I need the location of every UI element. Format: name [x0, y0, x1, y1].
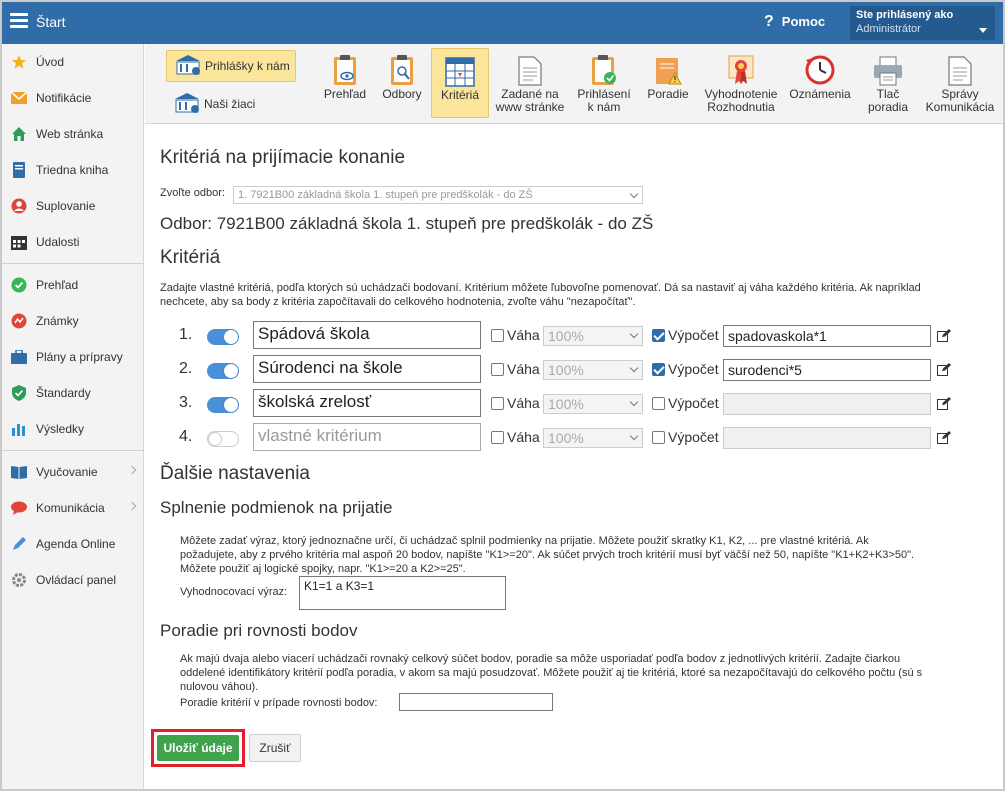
certificate-icon [727, 52, 755, 86]
criterion-name-input[interactable]: školská zrelosť [253, 389, 481, 417]
sidebar-item-prehlad[interactable] [2, 267, 143, 303]
home-icon [10, 125, 28, 143]
sidebar-item-label: Prehľad [36, 278, 79, 292]
tab-prihlaseni-k-nam[interactable] [573, 48, 635, 118]
tab-label: Zadané na [501, 87, 559, 101]
chevron-down-icon [979, 28, 987, 33]
vaha-select-value: 100% [548, 396, 584, 412]
sidebar-divider [2, 450, 143, 451]
tab-label: Správy [941, 87, 979, 101]
tie-order-description-line: nulovou váhou). [180, 681, 259, 693]
chevron-right-icon [128, 466, 136, 474]
edit-icon[interactable] [937, 363, 951, 379]
tie-order-description-line: Ak majú dvaja alebo viacerí uchádzači rovnaký celkový súčet bodov, poradie sa môže usporiadať podľa bodov z jednotlivých kritérií. Zadajte čiarkou [180, 653, 901, 665]
edit-icon[interactable] [937, 329, 951, 345]
clipboard-check-icon [590, 52, 618, 86]
criterion-row [145, 389, 1003, 419]
chevron-down-icon [630, 330, 638, 338]
tab-label: Kritériá [440, 88, 479, 102]
vypocet-checkbox[interactable] [652, 329, 665, 342]
sidebar-item-label: Triedna kniha [36, 163, 109, 177]
vaha-checkbox[interactable] [491, 431, 504, 444]
sidebar-item-ovladaci-panel[interactable] [2, 562, 143, 598]
vypocet-checkbox[interactable] [652, 431, 665, 444]
tab-label-line2: Rozhodnutia [707, 100, 775, 114]
chevron-down-icon [630, 398, 638, 406]
app-title[interactable]: Štart [36, 14, 66, 30]
document-icon [518, 52, 542, 86]
sidebar-item-komunikacia[interactable] [2, 490, 143, 526]
tie-order-label: Poradie kritérií v prípade rovnosti bodov: [180, 697, 378, 709]
school-icon [175, 54, 201, 79]
sidebar-item-udalosti[interactable] [2, 224, 143, 260]
vypocet-label: Výpočet [668, 395, 719, 411]
sidebar-item-label: Komunikácia [36, 501, 105, 515]
chevron-down-icon [630, 190, 638, 198]
clipboard-eye-icon [332, 52, 358, 86]
tab-label: Vyhodnotenie [704, 87, 778, 101]
tab-oznamenia[interactable] [787, 48, 853, 118]
bar-chart-icon [10, 420, 28, 438]
criterion-toggle[interactable] [207, 363, 239, 379]
edit-icon[interactable] [937, 397, 951, 413]
criterion-number: 2. [179, 360, 193, 377]
grades-icon [10, 312, 28, 330]
vypocet-checkbox[interactable] [652, 363, 665, 376]
criterion-row [145, 355, 1003, 385]
gear-icon [10, 571, 28, 589]
sidebar-item-vysledky[interactable] [2, 411, 143, 447]
calendar-icon [10, 233, 28, 251]
tie-order-heading: Poradie pri rovnosti bodov [160, 621, 358, 640]
criteria-description [160, 281, 998, 309]
criterion-number: 4. [179, 428, 193, 445]
save-button-highlight [151, 729, 245, 767]
sidebar-item-label: Notifikácie [36, 91, 92, 105]
printer-icon [873, 52, 903, 86]
eval-label: Vyhodnocovací výraz: [180, 586, 288, 598]
vaha-label: Váha [507, 361, 540, 377]
vypocet-input[interactable] [723, 393, 931, 415]
tab-odbory[interactable] [377, 48, 427, 118]
sidebar-item-web-stranka[interactable] [2, 116, 143, 152]
conditions-description [180, 534, 998, 576]
page-title: Kritériá na prijímacie konanie [160, 147, 406, 168]
criterion-name-input[interactable]: vlastné kritérium [253, 423, 481, 451]
vaha-select-value: 100% [548, 430, 584, 446]
conditions-description-line: Môžete zadať výraz, ktorý jednoznačne určí, či uchádzač splnil podmienky na prijatie. Môžete použiť skratky K1, K2, ... pre vlastné kritériá. Ak [180, 535, 869, 547]
criteria-heading: Kritériá [160, 247, 221, 268]
sidebar-item-triedna-kniha[interactable] [2, 152, 143, 188]
user-caption: Ste prihlásený ako [856, 9, 954, 21]
vaha-checkbox[interactable] [491, 397, 504, 410]
criterion-row [145, 321, 1003, 351]
check-circle-icon [10, 276, 28, 294]
envelope-icon [10, 89, 28, 107]
question-icon: ? [764, 13, 774, 30]
chevron-down-icon [630, 364, 638, 372]
vaha-label: Váha [507, 395, 540, 411]
pen-icon [10, 535, 28, 553]
tab-label-line2: Komunikácia [925, 100, 995, 114]
sidebar-item-znamky[interactable] [2, 303, 143, 339]
prihlasky-label: Prihlášky k nám [205, 59, 290, 73]
tab-label: Tlač [876, 87, 900, 101]
sidebar-item-standardy[interactable] [2, 375, 143, 411]
nasi-ziaci-button[interactable] [166, 88, 296, 120]
save-button[interactable]: Uložiť údaje [157, 735, 239, 761]
tab-label-line2: www stránke [495, 100, 565, 114]
conditions-heading: Splnenie podmienok na prijatie [160, 498, 393, 517]
criterion-toggle[interactable] [207, 431, 239, 447]
vypocet-label: Výpočet [668, 429, 719, 445]
criterion-toggle[interactable] [207, 329, 239, 345]
odbor-label: Zvoľte odbor: [160, 187, 225, 199]
odbor-select-value: 1. 7921B00 základná škola 1. stupeň pre predškolák - do ZŠ [238, 189, 533, 201]
vypocet-input[interactable]: spadovaskola*1 [723, 325, 931, 347]
vypocet-label: Výpočet [668, 361, 719, 377]
star-icon [10, 53, 28, 71]
sidebar-item-label: Agenda Online [36, 537, 116, 551]
school-icon [174, 92, 200, 117]
book-icon [10, 161, 28, 179]
vaha-checkbox[interactable] [491, 329, 504, 342]
tab-label: Odbory [382, 87, 422, 101]
tab-vyhodnotenie[interactable] [701, 48, 781, 118]
criterion-row [145, 423, 1003, 453]
tie-order-input[interactable] [399, 693, 553, 711]
criteria-description-line: nechcete, aby sa body z kritéria započítavali do celkového hodnotenia, zvoľte váhu "nezapočítať". [160, 296, 636, 308]
criterion-number: 3. [179, 394, 193, 411]
vaha-select[interactable] [543, 394, 643, 414]
sidebar-item-label: Web stránka [36, 127, 104, 141]
chevron-down-icon [630, 432, 638, 440]
vaha-checkbox[interactable] [491, 363, 504, 376]
conditions-description-line: požadujete, aby z prvého kritéria mal aspoň 20 bodov, napíšte "K1>=20". Ak súčet prvých troch kritérií musí byť väčší než 50, napíšte "K1+K2+K3>50". [180, 549, 915, 561]
tab-prehlad[interactable] [317, 48, 373, 118]
vaha-label: Váha [507, 429, 540, 445]
sidebar-divider [2, 263, 143, 264]
sidebar [2, 44, 144, 791]
tie-order-description [180, 652, 998, 694]
top-bar [2, 2, 1003, 44]
chevron-right-icon [128, 502, 136, 510]
tab-spravy-komunikacia[interactable] [923, 48, 997, 118]
vypocet-checkbox[interactable] [652, 397, 665, 410]
prihlasky-button[interactable] [166, 50, 296, 82]
tab-tlac-poradia[interactable] [859, 48, 917, 118]
document-icon [948, 52, 972, 86]
edit-icon[interactable] [937, 431, 951, 447]
shield-icon [10, 384, 28, 402]
odbor-title: Odbor: 7921B00 základná škola 1. stupeň pre predškolák - do ZŠ [160, 214, 654, 233]
sidebar-item-notifikacie[interactable] [2, 80, 143, 116]
tab-label-line2: k nám [587, 100, 621, 114]
tab-label: Poradie [647, 87, 689, 101]
sidebar-item-label: Ovládací panel [36, 573, 117, 587]
sidebar-item-plany[interactable] [2, 339, 143, 375]
conditions-description-line: Môžete použiť aj logické spojky, napr. "K1>=20 a K2>=25". [180, 563, 466, 575]
more-settings-heading: Ďalšie nastavenia [160, 463, 310, 484]
nasi-ziaci-label: Naši žiaci [204, 97, 256, 111]
eval-expression-textarea[interactable]: K1=1 a K3=1 [299, 576, 506, 610]
vypocet-input[interactable] [723, 427, 931, 449]
person-icon [10, 197, 28, 215]
sidebar-item-label: Výsledky [36, 422, 85, 436]
sidebar-item-label: Známky [36, 314, 79, 328]
sidebar-item-label: Plány a prípravy [36, 350, 123, 364]
menu-icon[interactable] [10, 13, 28, 28]
help-label: Pomoc [781, 14, 826, 29]
toolbar [145, 44, 1003, 124]
tie-order-description-line: oddelené identifikátory kritérií podľa poradia, v akom sa majú posudzovať. Môžete použiť aj tie kritériá, ktoré sa nezapočítavajú do celkového počtu (sú s [180, 667, 923, 679]
sidebar-item-suplovanie[interactable] [2, 188, 143, 224]
clipboard-search-icon [389, 52, 415, 86]
vaha-select[interactable] [543, 326, 643, 346]
user-menu[interactable] [850, 6, 995, 40]
sidebar-item-label: Štandardy [36, 386, 91, 400]
vaha-select-value: 100% [548, 328, 584, 344]
sidebar-item-label: Suplovanie [36, 199, 96, 213]
book-open-icon [10, 463, 28, 481]
vaha-select-value: 100% [548, 362, 584, 378]
sidebar-item-uvod[interactable] [2, 44, 143, 80]
tab-label: Oznámenia [789, 87, 851, 101]
main-content [145, 125, 1003, 791]
clock-icon [804, 52, 836, 86]
odbor-select[interactable] [233, 186, 643, 204]
vaha-select[interactable] [543, 360, 643, 380]
help-button[interactable] [764, 13, 825, 31]
vypocet-input[interactable]: surodenci*5 [723, 359, 931, 381]
criteria-description-line: Zadajte vlastné kritériá, podľa ktorých sú uchádzači bodovaní. Kritérium môžete ľubovoľne pomenovať. Dá sa nastaviť aj váha každého kritéria. Ak napríklad [160, 282, 921, 294]
sidebar-item-label: Udalosti [36, 235, 80, 249]
briefcase-icon [10, 348, 28, 366]
tab-label: Prihlásení [577, 87, 631, 101]
sidebar-item-label: Vyučovanie [36, 465, 98, 479]
tab-label-line2: poradia [867, 100, 909, 114]
user-name: Administrátor [856, 23, 921, 35]
vypocet-label: Výpočet [668, 327, 719, 343]
tab-zadane-na-www[interactable] [493, 48, 567, 118]
warning-document-icon [654, 52, 682, 86]
criterion-toggle[interactable] [207, 397, 239, 413]
vaha-select[interactable] [543, 428, 643, 448]
tab-kriteria[interactable] [431, 48, 489, 118]
tab-poradie[interactable] [641, 48, 695, 118]
criterion-name-input[interactable]: Súrodenci na škole [253, 355, 481, 383]
criterion-name-input[interactable]: Spádová škola [253, 321, 481, 349]
sidebar-item-label: Úvod [36, 55, 65, 69]
vaha-label: Váha [507, 327, 540, 343]
criterion-number: 1. [179, 326, 193, 343]
cancel-button[interactable]: Zrušiť [249, 734, 301, 762]
sidebar-item-vyucovanie[interactable] [2, 454, 143, 490]
chat-icon [10, 499, 28, 517]
tab-label: Prehľad [323, 87, 367, 101]
sidebar-item-agenda-online[interactable] [2, 526, 143, 562]
table-icon [445, 53, 475, 87]
